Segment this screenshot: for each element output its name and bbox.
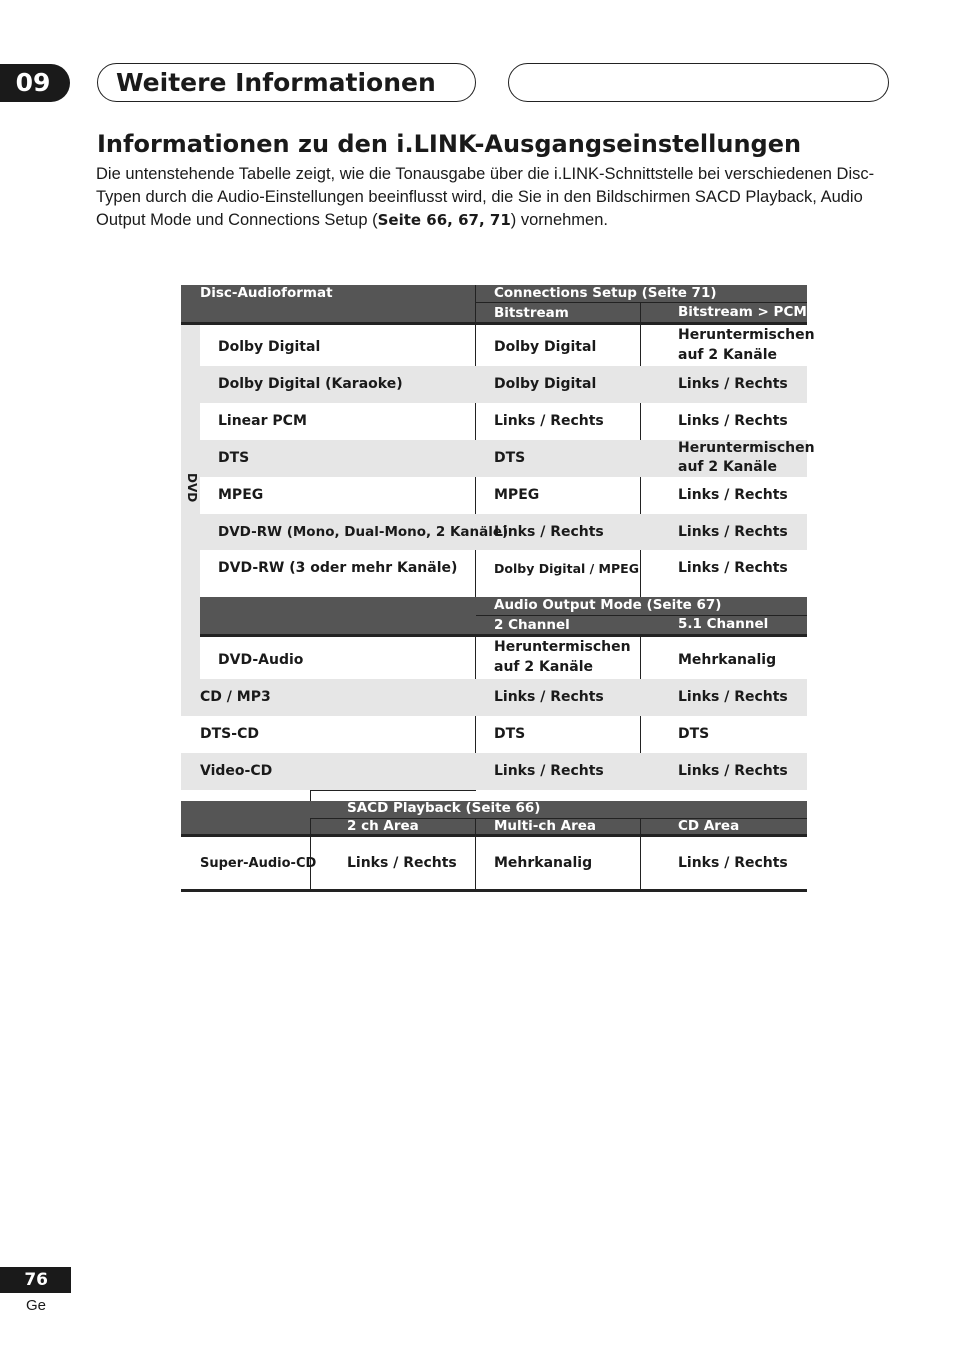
table-cell: DTS — [678, 726, 710, 742]
header-5-1-channel: 5.1 Channel — [678, 616, 769, 632]
header-connections-setup: Connections Setup (Seite 71) — [494, 285, 717, 301]
table-cell: MPEG — [494, 487, 540, 503]
table-cell: Links / Rechts — [678, 689, 788, 705]
section-title: Informationen zu den i.LINK-Ausgangseinstellungen — [97, 130, 802, 158]
header-disc-format: Disc-Audioformat — [200, 285, 333, 301]
header-bitstream: Bitstream — [494, 305, 569, 321]
table-row-format: CD / MP3 — [200, 689, 271, 705]
table-cell: Links / Rechts — [494, 763, 604, 779]
table-cell: Links / Rechts — [494, 523, 604, 540]
table-cell: Links / Rechts — [494, 413, 604, 429]
table-cell: auf 2 Kanäle — [678, 459, 777, 475]
table-cell: Links / Rechts — [347, 855, 457, 871]
table-row-format: Dolby Digital — [218, 339, 321, 355]
table-row-format: DTS — [218, 450, 250, 466]
table-cell: Dolby Digital / MPEG — [494, 561, 639, 576]
table-cell: auf 2 Kanäle — [494, 659, 593, 675]
sacd-divider-c — [640, 818, 641, 890]
table-cell: Links / Rechts — [678, 523, 788, 540]
aom-header-rule — [200, 634, 807, 637]
intro-paragraph: Die untenstehende Tabelle zeigt, wie die Tonausgabe über die i.LINK-Schnittstelle bei verschiedenen Disc-Typen durch die Audio-Einstellungen beeinflusst wird, die Sie in den Bildschirmen SACD Playback, Audio Output Mode und Connections Setup (Seite 66, 67, 71) vornehmen. — [96, 165, 875, 229]
header-bitstream-pcm: Bitstream > PCM — [678, 304, 807, 320]
table-cell: Heruntermischen — [678, 327, 815, 343]
header-sacd-playback: SACD Playback (Seite 66) — [347, 800, 541, 816]
table-cell: Links / Rechts — [494, 689, 604, 705]
header-audio-output-mode: Audio Output Mode (Seite 67) — [494, 597, 722, 613]
table-cell: Heruntermischen — [494, 639, 631, 655]
table-cell: Heruntermischen — [678, 440, 815, 456]
table-cell: DTS — [494, 450, 526, 466]
header-divider — [476, 302, 807, 303]
table-cell: Links / Rechts — [678, 413, 788, 429]
table-cell: Mehrkanalig — [494, 855, 593, 871]
table-row-format: MPEG — [218, 487, 264, 503]
header-rule — [181, 322, 807, 325]
table-row-format: DVD-RW (3 oder mehr Kanäle) — [218, 560, 458, 576]
table-row-format: Video-CD — [200, 763, 273, 779]
chapter-title-empty-box — [508, 63, 889, 102]
table-row-format: Super-Audio-CD — [200, 856, 317, 871]
dvd-group-label: DVD — [185, 473, 199, 503]
table-cell: Links / Rechts — [678, 487, 788, 503]
page-number: 76 — [0, 1267, 71, 1293]
table-cell: DTS — [494, 726, 526, 742]
table-row-format: Linear PCM — [218, 413, 307, 429]
header-2-channel: 2 Channel — [494, 617, 570, 633]
table-cell: Links / Rechts — [678, 763, 788, 779]
sacd-header-rule — [181, 834, 807, 837]
header-cd-area: CD Area — [678, 818, 740, 834]
table-cell: auf 2 Kanäle — [678, 347, 777, 363]
table-cell: Links / Rechts — [678, 560, 788, 576]
table-cell: Links / Rechts — [678, 855, 788, 871]
sacd-top-line — [310, 790, 476, 791]
header-multich-area: Multi-ch Area — [494, 818, 597, 834]
table-row-format: Dolby Digital (Karaoke) — [218, 376, 403, 392]
table-cell: Dolby Digital — [494, 339, 597, 355]
table-row-format: DVD-RW (Mono, Dual-Mono, 2 Kanäle) — [218, 523, 509, 540]
language-code: Ge — [26, 1297, 47, 1314]
table-row-format: DVD-Audio — [218, 651, 304, 668]
sacd-divider-b — [475, 818, 476, 890]
chapter-title: Weitere Informationen — [97, 63, 476, 102]
chapter-number: 09 — [0, 64, 70, 102]
table-cell: Mehrkanalig — [678, 651, 777, 668]
dvd-group-bar — [181, 325, 200, 680]
table-cell: Dolby Digital — [494, 376, 597, 392]
header-2ch-area: 2 ch Area — [347, 818, 419, 834]
table-row-format: DTS-CD — [200, 726, 259, 742]
table-cell: Links / Rechts — [678, 376, 788, 392]
table-bottom-rule — [181, 889, 807, 892]
